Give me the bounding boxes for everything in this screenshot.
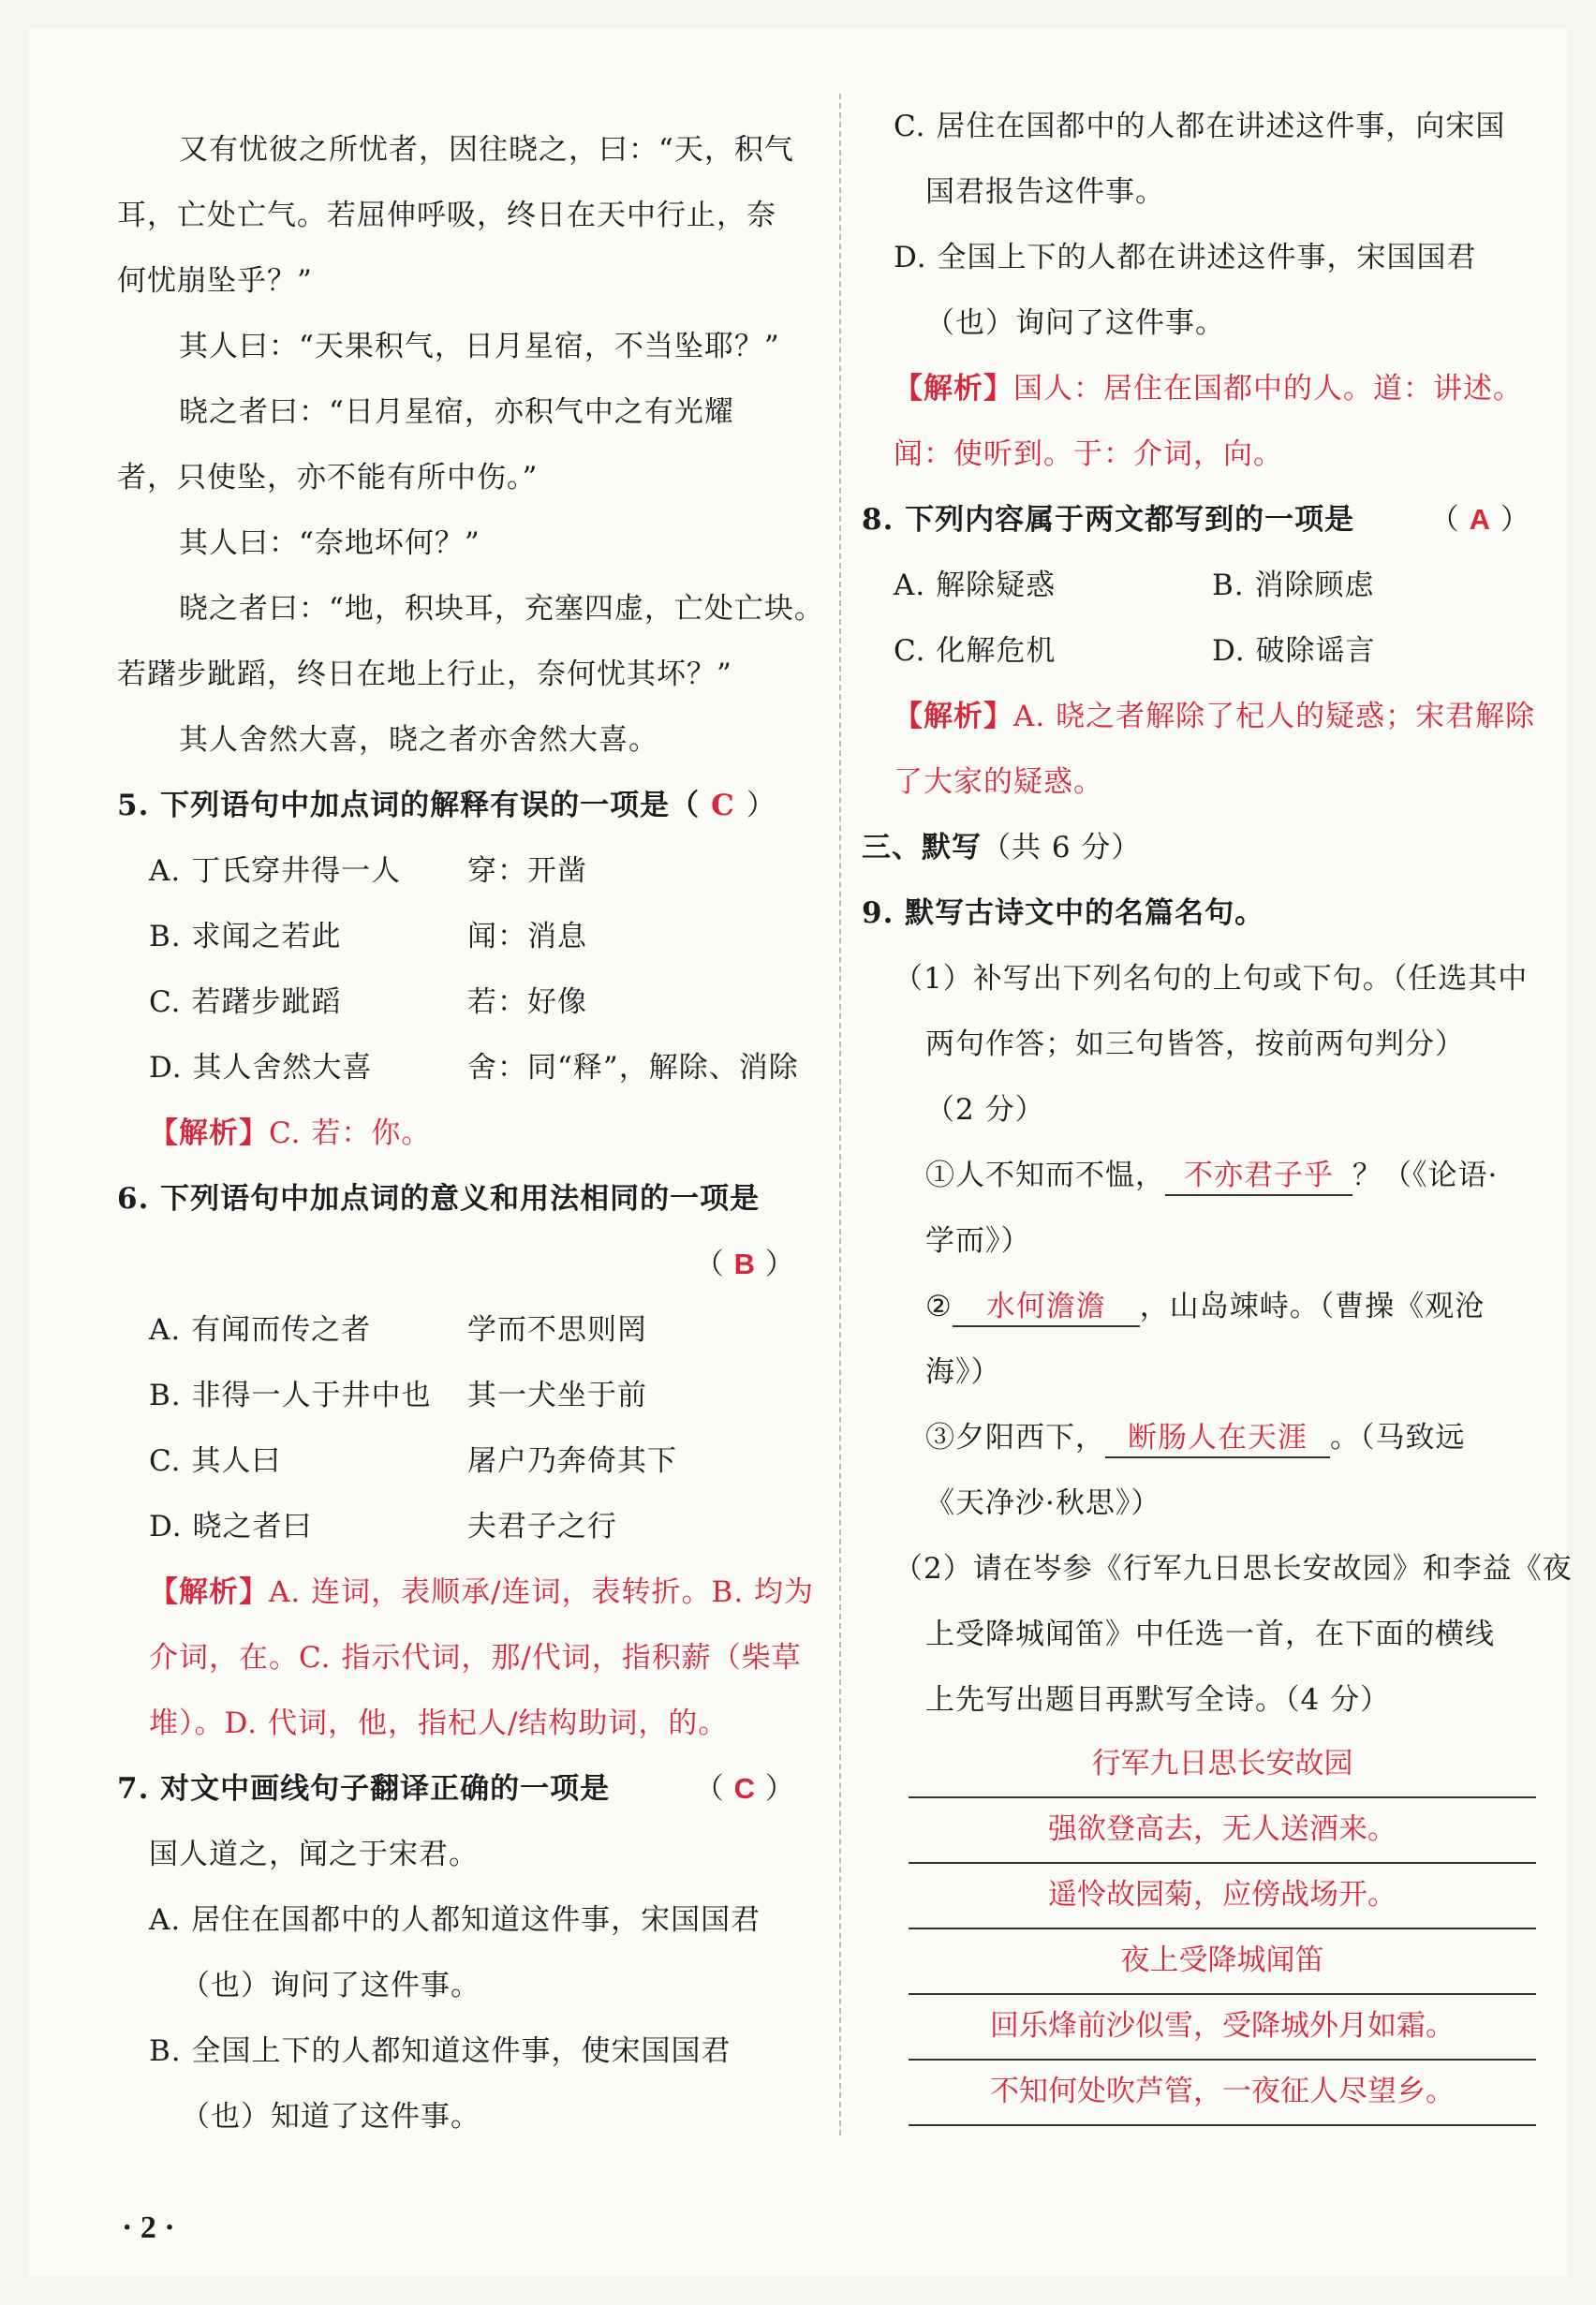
q6-option: [117, 1297, 801, 1363]
passage-line: 其人曰：“奈地坏何？”: [179, 526, 480, 560]
q6-option: [117, 1363, 801, 1428]
analysis-tag: 【解析】: [894, 372, 1013, 406]
q5-close: ）: [746, 789, 776, 822]
q6-answer-line: [117, 1232, 801, 1297]
q8-stem: 8. 下列内容属于两文都写到的一项是: [862, 503, 1355, 537]
q9-part2: 上先写出题目再默写全诗。（4 分）: [925, 1683, 1391, 1717]
q6-option-compare: 其一犬坐于前: [467, 1379, 647, 1412]
q6-option: [117, 1494, 801, 1559]
q9-answer-blank: 水何澹澹: [953, 1288, 1140, 1327]
q6-open: （: [694, 1248, 725, 1281]
q9-item-source: 。（马致远: [1330, 1421, 1466, 1455]
q5-option-explain: 闻：消息: [467, 920, 587, 953]
q7-option: 国君报告这件事。: [925, 175, 1165, 209]
q6-close: ）: [765, 1248, 795, 1281]
q7-answer: C: [733, 1772, 756, 1805]
q8-open: （: [1429, 503, 1460, 537]
analysis-text: 闻：使听到。于：介词，向。: [894, 437, 1283, 471]
q8-answer-box: [1430, 487, 1530, 553]
q5-option-text: D. 其人舍然大喜: [149, 1051, 373, 1085]
analysis-text: 了大家的疑惑。: [894, 765, 1103, 799]
q5-option: [117, 1035, 801, 1101]
q5-answer: C: [711, 789, 735, 822]
q9-answer-blank: 不亦君子乎: [1165, 1157, 1352, 1196]
section-heading: 三、默写: [862, 831, 982, 864]
q8-answer: A: [1469, 503, 1491, 536]
q6-option-text: D. 晓之者曰: [149, 1510, 313, 1544]
q8-option-row: [862, 618, 1536, 684]
q9-item-1: [862, 1143, 1536, 1208]
q8-close: ）: [1500, 503, 1530, 537]
q9-part2: 上受降城闻笛》中任选一首，在下面的横线: [925, 1618, 1495, 1651]
analysis-tag: 【解析】: [149, 1575, 269, 1609]
passage-line: 其人曰：“天果积气，日月星宿，不当坠耶？”: [179, 330, 780, 363]
poem-line: 遥怜故园菊，应傍战场开。: [909, 1864, 1536, 1929]
q5-option-text: C. 若躇步跐蹈: [149, 985, 342, 1019]
q5-stem: 5. 下列语句中加点词的解释有误的一项是（: [117, 789, 701, 822]
poem-line: 不知何处吹芦管，一夜征人尽望乡。: [909, 2061, 1536, 2126]
passage-line: 晓之者曰：“地，积块耳，充塞四虚，亡处亡块。: [179, 592, 824, 626]
q8-option: B. 消除顾虑: [1212, 569, 1375, 602]
q7-sentence: 国人道之，闻之于宋君。: [149, 1838, 479, 1871]
q7-stem: 7. 对文中画线句子翻译正确的一项是: [117, 1772, 611, 1806]
q7-answer-box: [695, 1756, 795, 1822]
q9-item-2-tail: 海》）: [925, 1355, 1001, 1389]
question-6: [117, 1166, 801, 1232]
page: [28, 28, 1573, 2276]
passage-line: 何忧崩坠乎？”: [117, 264, 313, 298]
question-8: [862, 487, 1536, 553]
q7-option: （也）询问了这件事。: [181, 1969, 480, 2002]
q7-open: （: [694, 1772, 725, 1806]
passage-line: 其人舍然大喜，晓之者亦舍然大喜。: [179, 723, 658, 757]
q9-item-1-tail: 学而》）: [925, 1224, 1031, 1258]
q7-option: D. 全国上下的人都在讲述这件事，宋国国君: [894, 241, 1477, 274]
section-title: [862, 815, 1536, 880]
q5-option-explain: 舍：同“释”，解除、消除: [467, 1051, 799, 1085]
question-5: [117, 773, 801, 838]
q7-option: A. 居住在国都中的人都知道这件事，宋国国君: [149, 1903, 761, 1937]
passage-line: 耳，亡处亡气。若屈伸呼吸，终日在天中行止，奈: [117, 199, 776, 232]
q5-analysis: [117, 1101, 801, 1166]
q5-option-text: A. 丁氏穿井得一人: [149, 854, 402, 888]
question-9: 9. 默写古诗文中的名篇名句。: [862, 896, 1265, 930]
q9-item-source: ？（《论语·: [1352, 1159, 1499, 1192]
q8-option: A. 解除疑惑: [894, 569, 1057, 602]
q7-close: ）: [765, 1772, 795, 1806]
q6-answer-box: [695, 1232, 795, 1297]
section-score: （共 6 分）: [982, 831, 1142, 864]
q6-option-compare: 夫君子之行: [467, 1510, 617, 1544]
left-column: [117, 117, 824, 2150]
right-column: [862, 94, 1573, 2126]
analysis-text: C. 若：你。: [269, 1116, 432, 1150]
poem-line: 强欲登高去，无人送酒来。: [909, 1798, 1536, 1864]
q6-option-compare: 屠户乃奔倚其下: [467, 1444, 677, 1478]
q5-option-explain: 若：好像: [467, 985, 587, 1019]
passage-line: 者，只使坠，亦不能有所中伤。”: [117, 461, 539, 495]
passage-line: 晓之者曰：“日月星宿，亦积气中之有光耀: [179, 395, 734, 429]
analysis-text: A. 晓之者解除了杞人的疑惑；宋君解除: [1013, 700, 1536, 733]
q8-option: C. 化解危机: [894, 634, 1057, 668]
q7-option: （也）知道了这件事。: [181, 2100, 480, 2134]
analysis-text: 堆）。D. 代词，他，指杞人/结构助词，的。: [149, 1707, 729, 1740]
q9-item-3-tail: 《天净沙·秋思》）: [925, 1486, 1161, 1520]
q5-option-text: B. 求闻之若此: [149, 920, 342, 953]
q5-option: [117, 969, 801, 1035]
q6-option-compare: 学而不思则罔: [467, 1313, 647, 1347]
poem-line: 回乐烽前沙似雪，受降城外月如霜。: [909, 1995, 1536, 2061]
passage-line: 又有忧彼之所忧者，因往晓之，曰：“天，积气: [179, 133, 794, 167]
q6-option-text: B. 非得一人于井中也: [149, 1379, 432, 1412]
q9-part1: （1）补写出下列名句的上句或下句。（任选其中: [894, 962, 1529, 996]
passage-line: 若躇步跐蹈，终日在地上行止，奈何忧其坏？”: [117, 658, 732, 691]
q9-item-2: [862, 1274, 1536, 1339]
q9-part1: 两句作答；如三句皆答，按前两句判分）: [925, 1027, 1465, 1061]
poem-title-line: 夜上受降城闻笛: [909, 1929, 1536, 1995]
analysis-text: 介词，在。C. 指示代词，那/代词，指积薪（柴草: [149, 1641, 802, 1675]
q7-analysis: [862, 356, 1536, 421]
q5-option: [117, 904, 801, 969]
q5-option: [117, 838, 801, 904]
column-divider: [839, 94, 841, 2135]
q6-stem: 6. 下列语句中加点词的意义和用法相同的一项是: [117, 1182, 761, 1216]
page-number: · 2 ·: [122, 2210, 175, 2245]
q7-option: C. 居住在国都中的人都在讲述这件事，向宋国: [894, 110, 1506, 143]
q6-option-text: A. 有闻而传之者: [149, 1313, 372, 1347]
q8-analysis: [862, 684, 1536, 749]
q9-item-text: ①人不知而不愠，: [925, 1159, 1165, 1192]
q6-option-text: C. 其人曰: [149, 1444, 282, 1478]
q7-option: （也）询问了这件事。: [925, 306, 1225, 340]
poem-title-line: 行军九日思长安故园: [909, 1733, 1536, 1798]
q7-option: B. 全国上下的人都知道这件事，使宋国国君: [149, 2034, 732, 2068]
analysis-tag: 【解析】: [149, 1116, 269, 1150]
q6-option: [117, 1428, 801, 1494]
question-7: [117, 1756, 801, 1822]
analysis-text: 国人：居住在国都中的人。道：讲述。: [1013, 372, 1523, 406]
q6-answer: B: [733, 1248, 756, 1280]
q9-item-text: ③夕阳西下，: [925, 1421, 1105, 1455]
analysis-tag: 【解析】: [894, 700, 1013, 733]
q6-analysis: [117, 1559, 815, 1625]
q9-answer-blank: 断肠人在天涯: [1105, 1419, 1330, 1458]
q9-part1: （2 分）: [925, 1093, 1045, 1127]
q9-item-source: ，山岛竦峙。（曹操《观沧: [1139, 1290, 1485, 1323]
q8-option: D. 破除谣言: [1212, 634, 1376, 668]
q9-item-text: ②: [925, 1290, 953, 1323]
q5-option-explain: 穿：开凿: [467, 854, 587, 888]
analysis-text: A. 连词，表顺承/连词，表转折。B. 均为: [269, 1575, 815, 1609]
q9-item-3: [862, 1405, 1536, 1470]
q9-part2: （2）请在岑参《行军九日思长安故园》和李益《夜: [894, 1552, 1573, 1586]
q8-option-row: [862, 553, 1536, 618]
